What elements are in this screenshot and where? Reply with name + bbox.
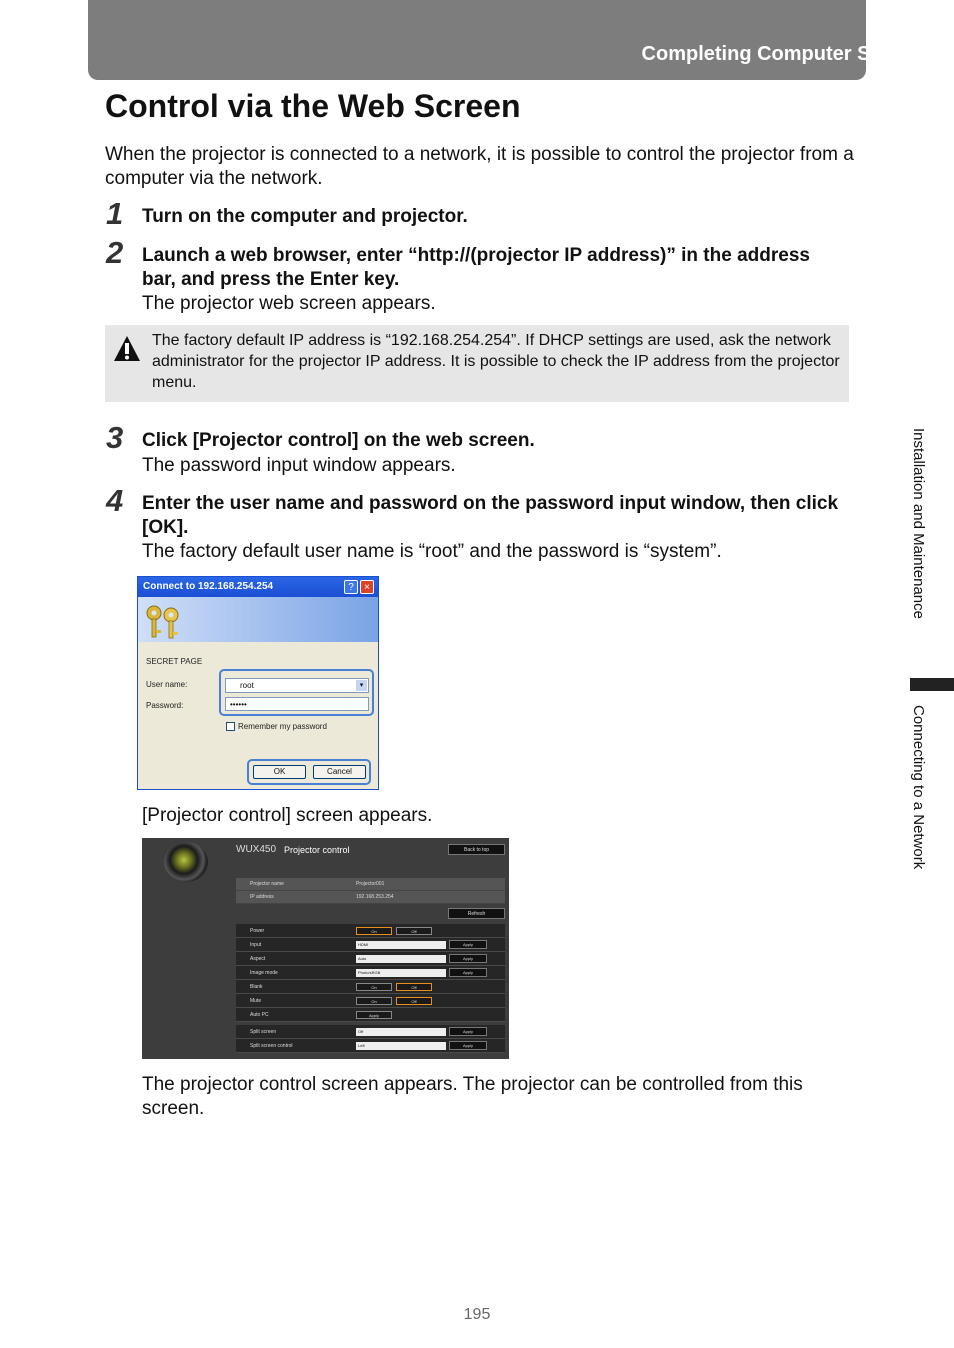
step-number: 4 [106, 483, 124, 518]
step-result: The projector web screen appears. [142, 293, 436, 314]
step-number: 2 [106, 235, 124, 270]
password-field[interactable]: •••••• [225, 697, 369, 711]
split-screen-select[interactable]: Off [356, 1028, 446, 1036]
mute-off-button[interactable]: Off [396, 997, 432, 1005]
chapter-tab-label: Installation and Maintenance [910, 428, 927, 619]
control-row-aspect: Aspect Auto Apply [236, 952, 505, 966]
intro-paragraph: When the projector is connected to a network, it is possible to control the projector from a computer via the network. [105, 144, 854, 189]
dialog-title: Connect to 192.168.254.254 [138, 577, 378, 597]
control-row-power: Power On Off [236, 924, 505, 938]
screen-appears-text: [Projector control] screen appears. [142, 805, 433, 826]
remember-checkbox[interactable] [226, 722, 235, 731]
step-heading: Turn on the computer and projector. [142, 206, 468, 227]
header-bar [88, 0, 866, 80]
realm-label: SECRET PAGE [146, 657, 203, 666]
ok-button[interactable]: OK [253, 765, 306, 779]
control-row-auto-pc: Auto PC Apply [236, 1008, 505, 1022]
page-title: Control via the Web Screen [105, 88, 521, 124]
step-heading: Launch a web browser, enter “http://(projector IP address)” in the address bar, and press the Enter key. [142, 245, 810, 290]
section-title: Completing Computer Settings [641, 43, 936, 65]
power-off-button[interactable]: Off [396, 927, 432, 935]
control-row-blank: Blank On Off [236, 980, 505, 994]
password-label: Password: [146, 701, 184, 710]
help-button[interactable]: ? [344, 580, 358, 594]
cancel-button[interactable]: Cancel [313, 765, 366, 779]
chapter-tab-marker [910, 678, 954, 691]
image-mode-select[interactable]: Photo/sRGB [356, 969, 446, 977]
close-button[interactable]: × [360, 580, 374, 594]
power-on-button[interactable]: On [356, 927, 392, 935]
split-screen-control-select[interactable]: Left [356, 1042, 446, 1050]
chevron-down-icon[interactable]: ▾ [356, 680, 367, 691]
user-name-label: User name: [146, 680, 188, 689]
aspect-select[interactable]: Auto [356, 955, 446, 963]
login-dialog-screenshot [137, 576, 379, 790]
step-number: 3 [106, 420, 124, 455]
blank-on-button[interactable]: On [356, 983, 392, 991]
back-to-top-button[interactable]: Back to top [448, 844, 505, 855]
step-heading: Enter the user name and password on the password input window, then click [OK]. [142, 493, 839, 538]
user-name-field[interactable]: root ▾ [225, 678, 369, 693]
remember-label: Remember my password [238, 722, 327, 731]
info-row: IP address 192.168.253.254 [236, 891, 505, 904]
control-row-image-mode: Image mode Photo/sRGB Apply [236, 966, 505, 980]
blank-off-button[interactable]: Off [396, 983, 432, 991]
mute-on-button[interactable]: On [356, 997, 392, 1005]
input-apply-button[interactable]: Apply [449, 940, 487, 949]
step-heading: Click [Projector control] on the web screen. [142, 430, 535, 451]
split-screen-control-apply-button[interactable]: Apply [449, 1041, 487, 1050]
control-row-split-screen-control: Split screen control Left Apply [236, 1039, 505, 1053]
closing-paragraph: The projector control screen appears. The projector can be controlled from this screen. [142, 1074, 803, 1119]
control-row-mute: Mute On Off [236, 994, 505, 1008]
keys-icon [142, 603, 186, 646]
caution-icon [113, 335, 141, 370]
step-number: 1 [106, 196, 124, 231]
info-row: Projector name Projector001 [236, 878, 505, 891]
step-result: The password input window appears. [142, 455, 456, 476]
control-row-input: Input HDMI Apply [236, 938, 505, 952]
model-name: WUX450 [236, 844, 277, 855]
image-mode-apply-button[interactable]: Apply [449, 968, 487, 977]
step-result: The factory default user name is “root” and the password is “system”. [142, 541, 722, 562]
note-text: The factory default IP address is “192.168.254.254”. If DHCP settings are used, ask the network administrator for the projector IP address. It is possible to check the IP address from the projector menu. [152, 332, 840, 391]
projector-lens-icon [164, 842, 208, 882]
refresh-button[interactable]: Refresh [448, 908, 505, 919]
page-number: 195 [463, 1306, 491, 1323]
projector-control-screenshot [142, 838, 509, 1059]
control-row-split-screen: Split screen Off Apply [236, 1025, 505, 1039]
auto-pc-apply-button[interactable]: Apply [356, 1011, 392, 1019]
section-tab-label: Connecting to a Network [910, 705, 927, 870]
split-screen-apply-button[interactable]: Apply [449, 1027, 487, 1036]
aspect-apply-button[interactable]: Apply [449, 954, 487, 963]
projector-control-title: Projector control [284, 845, 350, 855]
input-select[interactable]: HDMI [356, 941, 446, 949]
